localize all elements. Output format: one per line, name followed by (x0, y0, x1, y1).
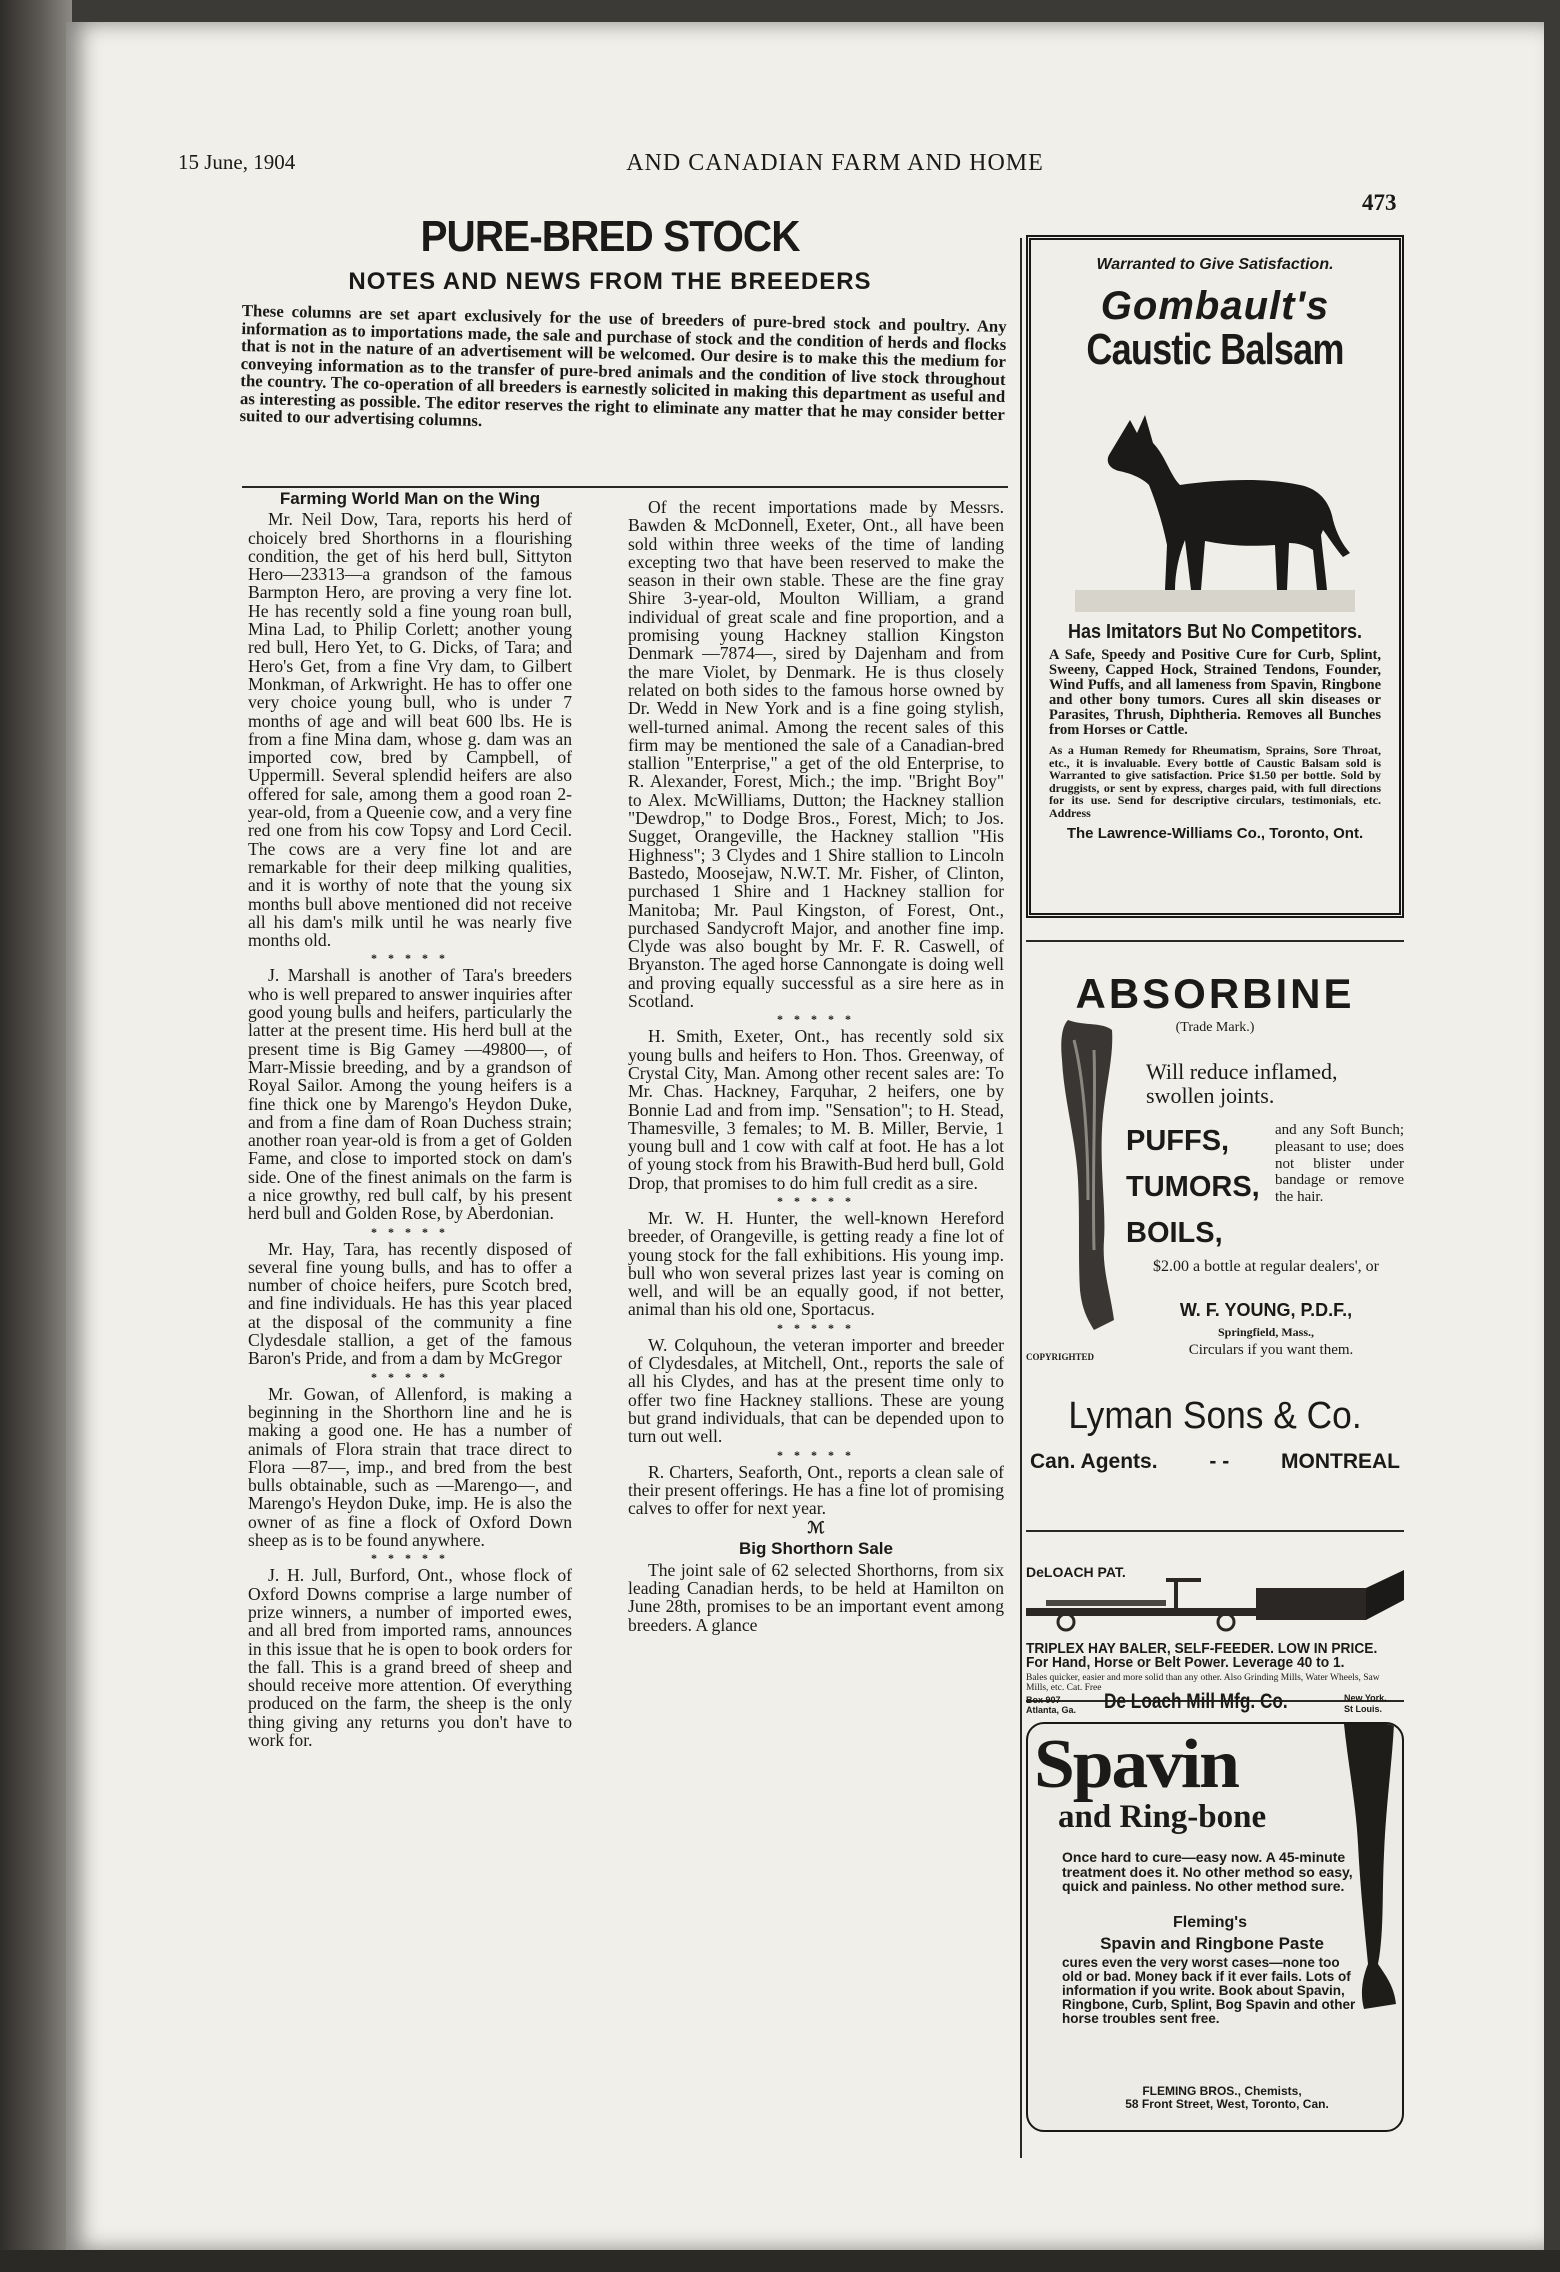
ad-new-york: New York. (1344, 1693, 1387, 1703)
middle-column (628, 498, 1004, 1635)
issue-date: 15 June, 1904 (178, 150, 296, 174)
ad-title: TRIPLEX HAY BALER, SELF-FEEDER. LOW IN PRICE. For Hand, Horse or Belt Power. Leverage 40 to 1. (1026, 1641, 1378, 1671)
horse-illustration-icon (1075, 385, 1355, 615)
ad-paste-name: Spavin and Ringbone Paste (1100, 1934, 1324, 1953)
ad-address: 58 Front Street, West, Toronto, Can. (1125, 2097, 1329, 2111)
ad-price: $2.00 a bottle at regular dealers', or (1153, 1258, 1379, 1275)
ad-subheadline: and Ring-bone (1058, 1799, 1267, 1835)
article-heading: Big Shorthorn Sale (739, 1539, 893, 1559)
ad-fine-print: Bales quicker, easier and more solid than any other. Also Grinding Mills, Water Wheels, Saw Mills, etc. Cat. Free (1026, 1673, 1380, 1693)
intro-rule (242, 486, 1008, 488)
page-number: 473 (1362, 190, 1397, 215)
separator: * * * * * (371, 1224, 449, 1239)
ad-address: The Lawrence-Williams Co., Toronto, Ont. (1066, 825, 1364, 842)
horse-leg-illustration-icon (1054, 1020, 1124, 1340)
article-paragraph: Mr. Gowan, of Allenford, is making a beginning in the Shorthorn line and he is making a good one. He has a number of animals of Flora strain that trace direct to Flora —87—, imp., and bred from the best bulls obtainable, such as —Marengo—, and Marengo's Heydon Duke, imp. He is also the owner of as fine a flock of Oxford Down sheep as is to be found anywhere. (248, 1383, 572, 1551)
ad-spavin-ringbone (1026, 1722, 1404, 2132)
separator: * * * * * (371, 1551, 449, 1566)
ad-circulars: Circulars if you want them. (1188, 1342, 1354, 1358)
ad-warranty-line: Warranted to Give Satisfaction. (1096, 256, 1334, 273)
ailment-boils: BOILS, (1126, 1217, 1223, 1249)
ad-trademark: (Trade Mark.) (1175, 1020, 1255, 1035)
separator: * * * * * (777, 1447, 855, 1462)
article-paragraph: W. Colquhoun, the veteran importer and breeder of Clydesdales, at Mitchell, Ont., reports the sale of all his Clydes, and has at the present time only to offer two fine Hackney stallions. These are young but grand individuals, that can be depended upon to turn out well. (628, 1334, 1004, 1447)
ad-lyman-sons (1026, 1395, 1404, 1515)
ad-patent-label: DeLOACH PAT. (1026, 1564, 1126, 1580)
ad-brand-name: ABSORBINE (1075, 970, 1355, 1017)
separator: * * * * * (777, 1193, 855, 1208)
ad-copyright: COPYRIGHTED (1026, 1352, 1095, 1362)
ad-maker: FLEMING BROS., Chemists, (1142, 2084, 1302, 2098)
ad-gombault-caustic-balsam (1026, 235, 1404, 918)
article-paragraph: R. Charters, Seaforth, Ont., reports a clean sale of their present offerings. He has a fine lot of promising calves to offer for next year. (628, 1461, 1004, 1519)
ad-intro: Will reduce inflamed, swollen joints. (1146, 1059, 1338, 1108)
ad-city: Springfield, Mass., (1217, 1325, 1314, 1339)
ad-branch-cities (1344, 1693, 1387, 1715)
ad-brand-name: Gombault's (1100, 284, 1330, 328)
ad-side-text: and any Soft Bunch; pleasant to use; does not blister under bandage or remove the hair. (1275, 1122, 1404, 1206)
ornament-glyph: ℳ (807, 1520, 825, 1538)
journal-title: AND CANADIAN FARM AND HOME (626, 150, 1044, 176)
ad-body-secondary: cures even the very worst cases—none too old or bad. Money back if it ever fails. Lots of information if you write. Book about Spavin, Ringbone, Curb, Splint, Bog Spavin and other horse troubles sent free. (1062, 1955, 1356, 2026)
ad-atlanta: Atlanta, Ga. (1026, 1705, 1077, 1715)
section-intro: These columns are set apart exclusively for the use of breeders of pure-bred stock and poultry. Any information as to importations made, the sale and purchase of stock and the condition of herds and flocks that is not in the nature of an advertisement will be welcomed. Our desire is to make this the medium for conveying information as to the transfer of pure-bred animals and the condition of live stock throughout the country. The co-operation of all breeders is earnestly solicited in making this department as useful and as interesting as possible. The editor reserves the right to eliminate any matter that he may consider better suited to our advertising columns. (239, 301, 1007, 431)
ad-paste-brand: Fleming's (1172, 1914, 1248, 1931)
separator: * * * * * (371, 1369, 449, 1384)
ad-fine-print: As a Human Remedy for Rheumatism, Sprains, Sore Throat, etc., it is invaluable. Every bottle of Caustic Balsam sold is Warranted to give satisfaction. Price $1.50 per bottle. Sold by druggists, or sent by express, charges paid, with full directions for its use. Send for descriptive circulars, testimonials, etc. Address (1049, 743, 1381, 820)
ad-maker: W. F. YOUNG, P.D.F., (1179, 1300, 1353, 1320)
ad-city: MONTREAL (1281, 1450, 1400, 1473)
book-spine (0, 0, 72, 2272)
ad-body: A Safe, Speedy and Positive Cure for Curb, Splint, Sweeny, Capped Hock, Strained Tendons, Founder, Wind Puffs, and all lameness from Spavin, Ringbone and other bony tumors. Cures all skin diseases or Parasites, Thrush, Diphtheria. Removes all Bunches from Horses or Cattle. (1049, 647, 1381, 738)
hay-baler-illustration-icon (1026, 1570, 1404, 1640)
ad-deloach-hay-baler (1026, 1550, 1404, 1715)
ailment-puffs: PUFFS, (1126, 1125, 1230, 1157)
article-heading: Farming World Man on the Wing (279, 489, 541, 508)
article-paragraph: J. Marshall is another of Tara's breeders who is well prepared to answer inquiries after good young bulls and heifers, particularly the latter at the present time. His herd bull at the present time is Big Gamey —49800—, of Marr-Missie breeding, and by a grandson of Royal Sailor. Among the young heifers is a fine thick one by Marengo's Heydon Duke, and from a fine dam of Roan Duchess strain; another roan year-old is from a get of Golden Fame, and close to imported stock on dam's side. One of the finest animals on the farm is a nice growthy, red bull calf, by his present herd bull and Golden Rose, by Aberdonian. (248, 965, 572, 1224)
separator: * * * * * (777, 1012, 855, 1027)
article-paragraph: The joint sale of 62 selected Shorthorns, from six leading Canadian herds, to be held at Hamilton on June 28th, promises to be an important event among breeders. A glance (628, 1559, 1004, 1635)
ailment-tumors: TUMORS, (1126, 1171, 1260, 1203)
article-paragraph: Mr. Neil Dow, Tara, reports his herd of choicely bred Shorthorns in a flourishing condition, the get of his herd bull, Sittyton Hero—23313—a grandson of the famous Barmpton Hero, are proving a very fine lot. He has recently sold a fine young roan bull, Mina Lad, to Philip Corlett; another young red bull, Hero Yet, to G. Dicks, of Tara; and Hero's Get, from a fine Vry dam, to Gilbert Monkman, of Arkwright. He has to offer one very choice young bull, who is under 7 months of age and will beat 600 lbs. He is from a fine Mina dam, whose g. dam was an imported cow, bred by Campbell, of Uppermill. Several splendid heifers are also offered for sale, among them a good roan 2-year-old, from a Queenie cow, and a very fine red one from his cow Topsy and Lord Cecil. The cows are a very fine lot and are remarkable for their deep milking qualities, and it is worthy of note that the young six months bull above mentioned did not receive all his dam's milk until he was nearly five months old. (248, 509, 572, 951)
ad-atlanta-address (1026, 1695, 1076, 1715)
ad-agents-line (1026, 1450, 1404, 1474)
ad-absorbine (1026, 940, 1404, 1362)
article-paragraph: H. Smith, Exeter, Ont., has recently sold six young bulls and heifers to Hon. Thos. Greenway, of Crystal City, Man. Among other recent sales are: To Mr. Chas. Hackney, Farquhar, 2 heifers, one by Bonnie Lad and from imp. "Sensation"; to H. Stead, Thamesville, 3 females; to M. B. Miller, Bervie, 1 young bull and 1 cow with calf at foot. He has a lot of young stock from his Brawith-Bud herd bull, Gold Drop, that promises to do him full credit as a sire. (628, 1026, 1004, 1193)
ad-company-name: Lyman Sons & Co. (1068, 1395, 1362, 1437)
section-title: PURE-BRED STOCK (420, 212, 800, 261)
column-rule-right (1020, 238, 1022, 2158)
ad-headline: Spavin (1034, 1726, 1238, 1803)
ad-body: Once hard to cure—easy now. A 45-minute treatment does it. No other method so easy, quick and painless. No other method sure. (1062, 1849, 1353, 1894)
left-column (248, 490, 572, 1750)
article-paragraph: Mr. Hay, Tara, has recently disposed of several fine young bulls, and has to offer a number of choice heifers, pure Scotch bred, and fine individuals. He has this year placed at the disposal of the community a fine Clydesdale stallion, a get of the famous Baron's Pride, and from a dam by McGregor (248, 1238, 572, 1369)
separator: * * * * * (371, 951, 449, 966)
ad-agents-label: Can. Agents. (1030, 1450, 1158, 1473)
separator: * * * * * (777, 1320, 855, 1335)
article-paragraph: Mr. W. H. Hunter, the well-known Hereford breeder, of Orangeville, is getting ready a fine lot of young stock for the fall exhibitions. His young imp. bull who won several prizes last year is coming on well, and will be an equally good, if not better, animal than his old one, Sportacus. (628, 1207, 1004, 1320)
ad-dashes: - - (1209, 1450, 1230, 1473)
ad-company-name: De Loach Mill Mfg. Co. (1104, 1690, 1288, 1713)
ad-product-name: Caustic Balsam (1086, 325, 1344, 374)
section-subtitle: NOTES AND NEWS FROM THE BREEDERS (348, 268, 872, 295)
ad-st-louis: St Louis. (1344, 1704, 1382, 1714)
ad-tagline: Has Imitators But No Competitors. (1067, 621, 1363, 643)
scan-edge (0, 2250, 1560, 2272)
ad-box: Box 907 (1026, 1695, 1061, 1705)
ad-divider-2 (1026, 1530, 1404, 1532)
ad-ailments-list (1126, 1118, 1260, 1256)
article-paragraph: Of the recent importations made by Messrs. Bawden & McDonnell, Exeter, Ont., all have been sold within three weeks of the time of landing excepting two that have been reserved to make the season in their own stable. These are the fine gray Shire 3-year-old, Moulton William, a grand individual of great scale and fine proportion, and a promising young Hackney stallion Kingston Denmark —7874—, sired by Dajenham and from the mare Violet, by Denmark. He is thus closely related on both sides to the famous horse owned by Dr. Wedd in New York and is a fine going stylish, well-turned animal. Among the recent sales of this firm may be mentioned the sale of a Canadian-bred stallion "Enterprise," a get of the old Enterprise, to R. Alexander, Forest, Mich.; the imp. "Bright Boy" to Alex. McWilliams, Dutton; the Hackney stallion "Dewdrop," to Dodge Bros., Forest, Mich; to Jos. Sugget, Orangeville, the Hackney stallion "His Highness"; 3 Clydes and 1 Shire stallion to Lincoln Bastedo, Moosejaw, N.W.T. Mr. Fisher, of Clinton, purchased 1 Shire and 1 Hackney stallion for Manitoba; Mr. Paul Kingston, of Forest, Ont., purchased Sandycroft Major, and another fine imp. Clyde was also bought by Mr. F. R. Caswell, of Bryanston. The aged horse Cannongate is doing well and proving equally successful as a sire here as in Scotland. (628, 497, 1004, 1012)
article-paragraph: J. H. Jull, Burford, Ont., whose flock of Oxford Downs comprise a large number of prize winners, a number of imported ewes, and all bred from imported rams, announces in this issue that he is open to book orders for the fall. This is a grand breed of sheep and should receive more attention. Of everything produced on the farm, the sheep is the only thing giving any returns you don't have to work for. (248, 1565, 572, 1750)
